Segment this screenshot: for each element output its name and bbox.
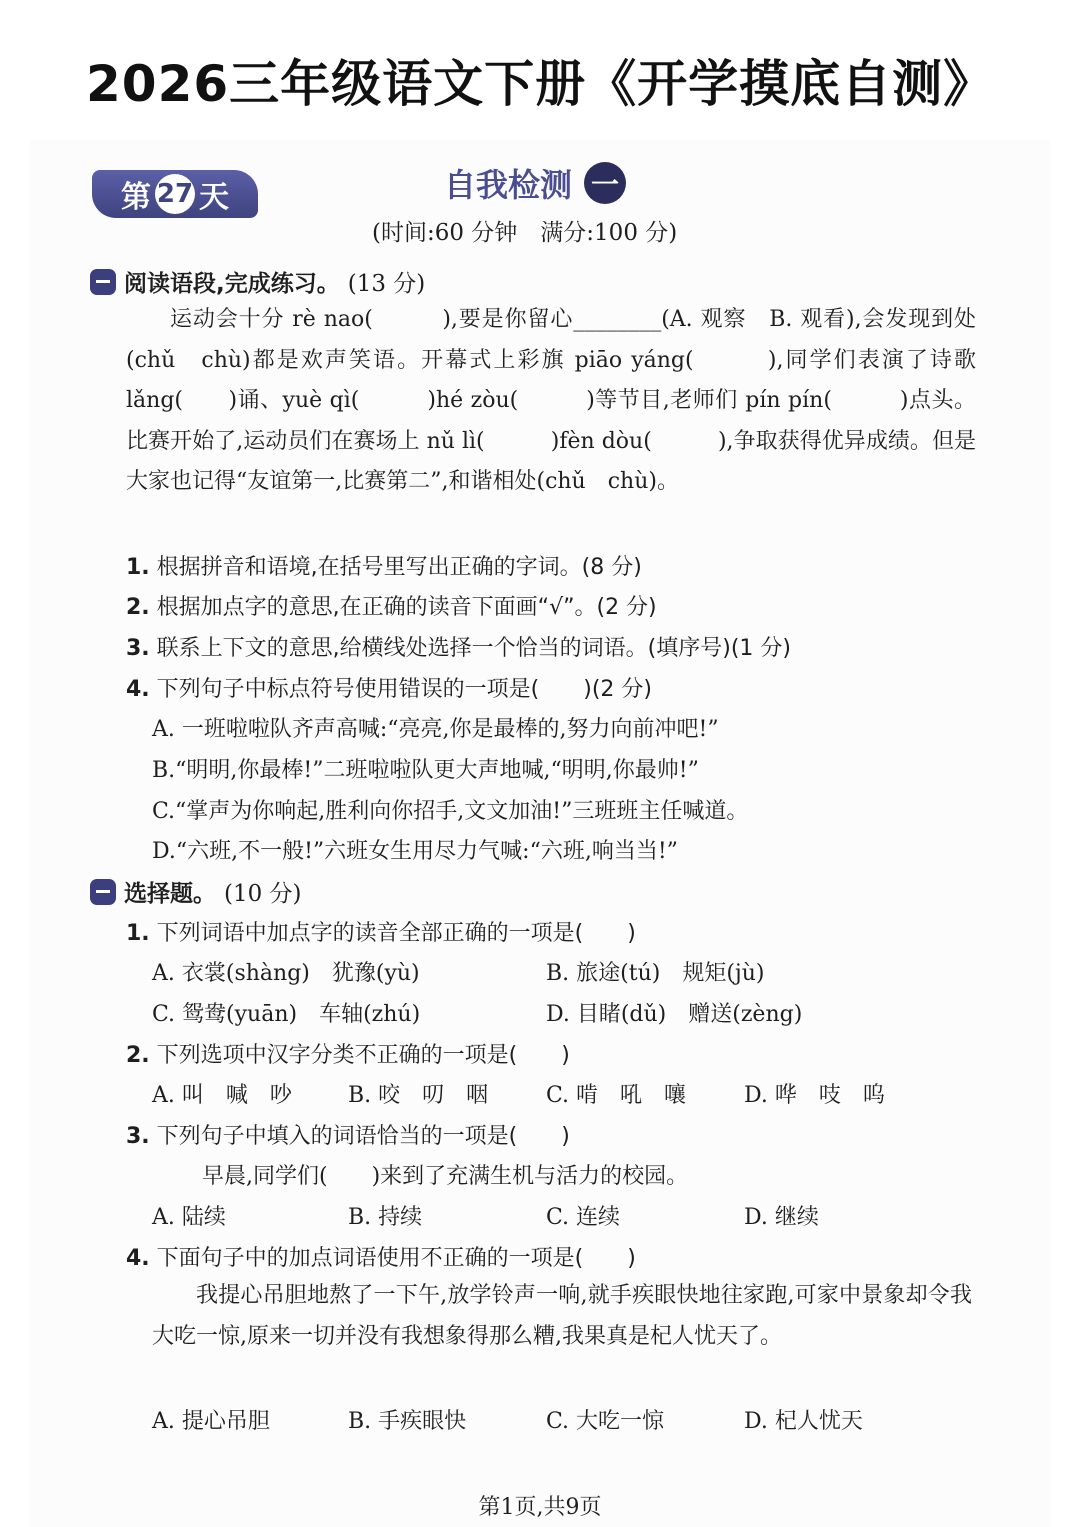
question-1-2 bbox=[126, 590, 657, 621]
question-text: 下列选项中汉字分类不正确的一项是( ) bbox=[156, 1043, 570, 1068]
option-c: C.“掌声为你响起,胜利向你招手,文文加油!”三班班主任喊道。 bbox=[152, 799, 749, 824]
reading-passage bbox=[126, 300, 976, 503]
question-2-3 bbox=[126, 1119, 570, 1150]
question-1-4 bbox=[126, 672, 652, 703]
section-2-title: 选择题。 bbox=[124, 881, 216, 907]
question-text: 下面句子中的加点词语使用不正确的一项是( ) bbox=[156, 1246, 636, 1271]
test-title-text: 自我检测 bbox=[444, 166, 573, 204]
test-number: 一 bbox=[584, 162, 626, 204]
section-1-score: (13 分) bbox=[347, 271, 426, 297]
day-badge-suffix: 天 bbox=[199, 180, 229, 215]
section-number-icon bbox=[90, 879, 116, 905]
option-d: D. 杞人忧天 bbox=[744, 1409, 863, 1434]
option-b: B.“明明,你最棒!”二班啦啦队更大声地喊,“明明,你最帅!” bbox=[152, 758, 699, 783]
section-2-score: (10 分) bbox=[224, 881, 302, 907]
option-c: C. 连续 bbox=[546, 1205, 621, 1230]
question-sentence: 早晨,同学们( )来到了充满生机与活力的校园。 bbox=[202, 1164, 689, 1189]
option-d: D. 继续 bbox=[744, 1205, 819, 1230]
test-info: (时间:60 分钟 满分:100 分) bbox=[372, 220, 678, 246]
section-1-heading bbox=[90, 265, 425, 298]
page-title: 2026三年级语文下册《开学摸底自测》 bbox=[86, 55, 995, 113]
page-number: 第1页,共9页 bbox=[478, 1495, 602, 1520]
question-passage bbox=[152, 1276, 972, 1357]
question-text: 下列句子中标点符号使用错误的一项是( )(2 分) bbox=[156, 677, 652, 702]
section-number-icon bbox=[90, 269, 116, 295]
option-d: D.“六班,不一般!”六班女生用尽力气喊:“六班,响当当!” bbox=[152, 839, 678, 864]
question-text: 下列词语中加点字的读音全部正确的一项是( ) bbox=[156, 921, 636, 946]
question-number: 2. bbox=[126, 1043, 150, 1068]
passage-text: 运动会十分 rè nao( ),要是你留心________(A. 观察 B. 观看),会发现到处(chǔ chù)都是欢声笑语。开幕式上彩旗 piāo yáng( ),同学们表演了诗歌 lǎng( )诵、yuè qì( )hé zòu( )等节目,老师们 pín pín( )点头。比赛开始了,运动员们在赛场上 nǔ lì( )fèn dòu( ),争取获得优异成绩。但是大家也记得“友谊第一,比赛第二”,和谐相处(chǔ chù)。 bbox=[126, 307, 976, 495]
question-2-2 bbox=[126, 1038, 570, 1069]
question-2-1 bbox=[126, 916, 636, 947]
question-number: 4. bbox=[126, 1246, 150, 1271]
option-d: D. 目睹(dǔ) 赠送(zèng) bbox=[546, 1002, 803, 1027]
option-c: C. 啃 吼 嚷 bbox=[546, 1083, 687, 1108]
option-b: B. 咬 叨 咽 bbox=[348, 1083, 489, 1108]
option-b: B. 旅途(tú) 规矩(jù) bbox=[546, 961, 765, 986]
question-text: 联系上下文的意思,给横线处选择一个恰当的词语。(填序号)(1 分) bbox=[156, 636, 791, 661]
section-1-title: 阅读语段,完成练习。 bbox=[124, 271, 340, 297]
question-text: 根据拼音和语境,在括号里写出正确的字词。(8 分) bbox=[156, 555, 642, 580]
option-d: D. 哗 吱 呜 bbox=[744, 1083, 885, 1108]
day-badge-prefix: 第 bbox=[121, 180, 151, 215]
option-a: A. 一班啦啦队齐声高喊:“亮亮,你是最棒的,努力向前冲吧!” bbox=[152, 717, 719, 742]
option-a: A. 陆续 bbox=[152, 1205, 226, 1230]
question-2-4 bbox=[126, 1241, 636, 1272]
question-number: 1. bbox=[126, 921, 150, 946]
day-badge bbox=[92, 170, 258, 218]
question-passage-text: 我提心吊胆地熬了一下午,放学铃声一响,就手疾眼快地往家跑,可家中景象却令我大吃一惊,原来一切并没有我想象得那么糟,我果真是杞人忧天了。 bbox=[152, 1283, 972, 1349]
option-a: A. 衣裳(shàng) 犹豫(yù) bbox=[152, 961, 420, 986]
question-number: 4. bbox=[126, 677, 150, 702]
question-1-1 bbox=[126, 550, 642, 581]
question-number: 3. bbox=[126, 636, 150, 661]
option-a: A. 叫 喊 吵 bbox=[152, 1083, 292, 1108]
question-text: 根据加点字的意思,在正确的读音下面画“√”。(2 分) bbox=[156, 595, 657, 620]
question-text: 下列句子中填入的词语恰当的一项是( ) bbox=[156, 1124, 570, 1149]
option-a: A. 提心吊胆 bbox=[152, 1409, 270, 1434]
test-title bbox=[444, 160, 626, 206]
section-2-heading bbox=[90, 875, 302, 908]
option-b: B. 持续 bbox=[348, 1205, 423, 1230]
question-number: 1. bbox=[126, 555, 150, 580]
option-c: C. 鸳鸯(yuān) 车轴(zhú) bbox=[152, 1002, 421, 1027]
option-b: B. 手疾眼快 bbox=[348, 1409, 467, 1434]
question-number: 3. bbox=[126, 1124, 150, 1149]
day-number: 27 bbox=[155, 174, 195, 214]
question-1-3 bbox=[126, 631, 791, 662]
question-number: 2. bbox=[126, 595, 150, 620]
option-c: C. 大吃一惊 bbox=[546, 1409, 665, 1434]
